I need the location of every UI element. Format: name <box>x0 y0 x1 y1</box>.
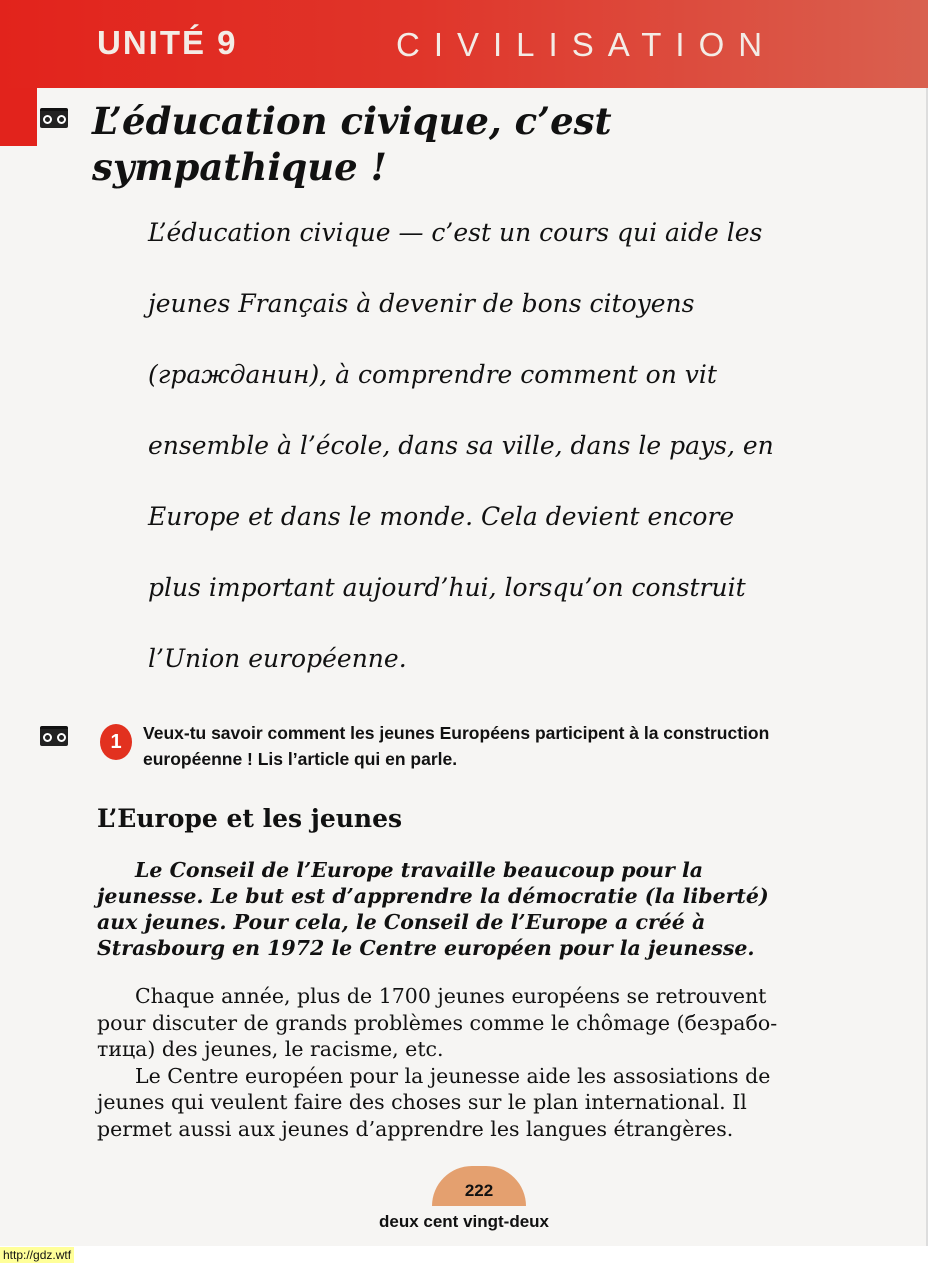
section-label: CIVILISATION <box>396 26 777 63</box>
lead-line: aux jeunes. Pour cela, le Conseil de l’Europe a créé à <box>97 910 706 934</box>
intro-line: ensemble à l’école, dans sa ville, dans le pays, en <box>148 431 774 460</box>
intro-line: (гражданин), à comprendre comment on vit <box>148 360 717 389</box>
body-line: Chaque année, plus de 1700 jeunes européens se retrouvent <box>135 984 767 1008</box>
title-line: L’éducation civique, c’est <box>92 99 612 143</box>
audio-cassette-icon <box>40 726 68 746</box>
instruction-line: européenne ! Lis l’article qui en parle. <box>143 749 458 769</box>
source-link[interactable]: http://gdz.wtf <box>0 1247 74 1263</box>
red-tab <box>0 88 37 146</box>
body-line: pour discuter de grands problèmes comme le chômage (безрабо- <box>97 1010 778 1035</box>
unit-label: UNITÉ 9 <box>97 24 238 61</box>
exercise-instruction <box>143 720 769 772</box>
article-heading: L’Europe et les jeunes <box>97 804 403 833</box>
exercise-number: 1 <box>100 724 132 760</box>
body-line: Le Centre européen pour la jeunesse aide les assosiations de <box>135 1063 771 1088</box>
instruction-line: Veux-tu savoir comment les jeunes Européens participent à la construction <box>143 723 770 743</box>
intro-line: L’éducation civique — c’est un cours qui aide les <box>148 218 763 247</box>
article-body <box>97 983 777 1142</box>
audio-cassette-icon <box>40 108 68 128</box>
unit-banner <box>0 0 928 88</box>
body-line: тица) des jeunes, le racisme, etc. <box>97 1037 444 1061</box>
lead-line: Le Conseil de l’Europe travaille beaucoup pour la <box>135 858 704 882</box>
intro-line: jeunes Français à devenir de bons citoyens <box>148 289 695 318</box>
lead-line: Strasbourg en 1972 le Centre européen pour la jeunesse. <box>97 936 755 960</box>
intro-line: l’Union européenne. <box>148 644 407 673</box>
article-lead <box>97 857 769 961</box>
intro-line: Europe et dans le monde. Cela devient encore <box>148 502 735 531</box>
body-line: permet aussi aux jeunes d’apprendre les langues étrangères. <box>97 1116 734 1141</box>
lead-line: jeunesse. Le but est d’apprendre la démocratie (la liberté) <box>97 884 769 908</box>
page-title <box>92 98 612 190</box>
title-line: sympathique ! <box>92 145 387 189</box>
body-line: jeunes qui veulent faire des choses sur le plan international. Il <box>97 1090 747 1114</box>
page-number: 222 <box>432 1166 526 1206</box>
intro-line: plus important aujourd’hui, lorsqu’on construit <box>148 573 746 602</box>
page-number-words: deux cent vingt-deux <box>378 1212 550 1231</box>
